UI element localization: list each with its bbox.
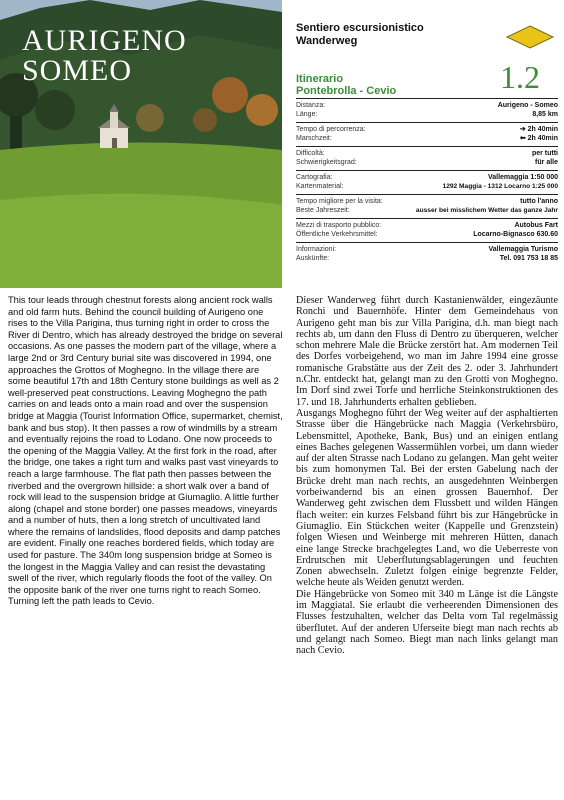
info-key: Öffentliche Verkehrsmittel: xyxy=(296,231,378,238)
german-paragraph: Ausgangs Moghegno führt der Weg weiter auf der asphaltierten Strasse über die Hängebrücke nach Maggia (Verkehrsbüro, Lebensmittel, Apotheke, Bank, Bus) und an einigen entlang eines Baches gelegenen Wassermühlen vorbei, um dann wieder auf der alten Strasse nach Lodano zu gelangen. Man geht weiter bis zum homonymen Tal. Bei der ersten Gabelung nach der Brücke dreht man nach rechts, an ausgedehnten Weinbergen vorbeiwandernd bis an einen grossen Bauernhof. Der Wanderweg geht zwischen dem Flussbett und wilden Hängen flach weiter: ein kurzes Felsband führt bis zur Hängebrücke in Giumaglio. Ein Stückchen weiter (Kappelle und Grenzstein) folgen Wiesen und Weinberge mit mehreren Hütten, danach eine lange Strecke brachgelegtes Land, wo die Ueberreste von Erdrutschen mit Ueberflutungsablagerungen und feuchten Zonen abwechseln. Zuletzt folgen einige begrenzte Felder, welche heute als Weiden genutzt werden. xyxy=(296,407,558,589)
info-value: ausser bei misslichem Wetter das ganze Jahr xyxy=(415,207,558,214)
info-value: 1292 Maggia - 1312 Locarno 1:25 000 xyxy=(442,183,558,190)
route-title xyxy=(22,26,187,86)
info-group-information xyxy=(296,242,558,266)
trail-type-it: Sentiero escursionistico xyxy=(296,22,424,34)
info-key: Mezzi di trasporto pubblico: xyxy=(296,222,382,229)
route-info-table xyxy=(296,98,558,266)
info-group-maps xyxy=(296,170,558,194)
german-paragraph: Die Hängebrücke von Someo mit 340 m Länge ist die Längste im Maggiatal. Sie erlaubt die verheerenden Dimensionen des Flusses festzuhalten, welcher das Delta vom Tal regelmässig überflutet. Auf der anderen Uferseite biegt man nach rechts ab und gelangt nach Someo. Biegt man nach links gelangt man nach Cevio. xyxy=(296,588,558,657)
info-key: Kartenmaterial: xyxy=(296,183,344,190)
info-value: Autobus Fart xyxy=(514,222,558,229)
info-key: Auskünfte: xyxy=(296,255,330,262)
info-value: ➔ 2h 40min xyxy=(519,126,558,133)
route-title-line1: AURIGENO xyxy=(22,24,187,57)
trail-type-de: Wanderweg xyxy=(296,35,358,47)
info-key: Informazioni: xyxy=(296,246,337,253)
landscape-photo xyxy=(0,0,282,288)
info-group-season xyxy=(296,194,558,218)
info-value: für alle xyxy=(535,159,558,166)
info-key: Schwierigkeitsgrad: xyxy=(296,159,357,166)
info-value: per tutti xyxy=(531,150,558,157)
itinerary xyxy=(296,73,396,97)
info-value: tutto l'anno xyxy=(520,198,558,205)
info-value: Aurigeno - Someo xyxy=(497,102,558,109)
english-description: This tour leads through chestnut forests along ancient rock walls and old farm huts. Behind the council building of Aurigeno one rises to the Villa Parigina, thus turning right in order to cross the River di Dentro, which has already destroyed the bridge on several occasions. As one passes the modern part of the village, where a large 2nd or 3rd Century burial site was discovered in 1994, one approaches the Grottos of Moghegno. In the village there are some beautiful 17th and 18th Century stone buildings as well as 2 well-preserved peat constructions. Leaving Moghegno the path carries on and leads onto a main road and over the suspension bridge at Maggia (Tourist Information Office, supermarket, chemist, bank and bus stop). It then passes a row of windmills by a stream and eventually rejoins the road to Lodano. One now proceeds to the opening of the Maggia Valley. At the first fork in the road, after the bridge, one takes a right turn and walks past vast vineyards to reach a large farmhouse. The flat path then passes between the riverbed and the overgrown hillside: a short walk over a band of rock will lead to the suspension bridge at Giumaglio. A little further along (chapel and stone border) one passes meadows, vineyards and a number of huts, then a long stretch of uncultivated land where the remains of landslides, flood deposits and damp patches are evident. Finally one reaches bordered fields, which today are used for pasture. The 340m long suspension bridge at Someo is the longest in the Maggia Valley and can resist the devastating swell of the river, which regularly floods the foot of the valley. On the opposite bank of the river one turns right to reach Someo. Turning left the path leads to Cevio. xyxy=(8,295,283,607)
german-paragraph: Dieser Wanderweg führt durch Kastanienwälder, eingezäunte Ronchi und Bauernhöfe. Hinter dem Gemeindehaus von Aurigeno geht man bis zur Villa Parigina, d.h. man biegt nach rechts ab, um dann den Fluss di Dentro zu überqueren, welcher schon mehrere Male die Brücke zerstört hat. Am modernen Teil des Dorfes vorbeigehend, wo man im Jahre 1994 eine grosse romanische Grabstätte aus der Zeit des 2. oder 3. Jahrhundert n.Chr. entdeckt hat, gelangt man zu den Grotti von Moghegno. Im Dorf sind zwei Torfe und herrliche Steinkonstruktionen des 17. und 18. Jahrhunderts erhalten geblieben. xyxy=(296,295,558,408)
info-key: Difficoltà: xyxy=(296,150,325,157)
info-group-difficulty xyxy=(296,146,558,170)
trail-marker-diamond-icon xyxy=(505,24,555,50)
info-group-transport xyxy=(296,218,558,242)
route-title-line2: SOMEO xyxy=(22,54,133,87)
german-description xyxy=(296,295,558,657)
info-key: Distanza: xyxy=(296,102,326,109)
itinerary-route: Pontebrolla - Cevio xyxy=(296,85,397,97)
info-value: Locarno-Bignasco 630.60 xyxy=(473,231,558,238)
info-key: Marschzeit: xyxy=(296,135,332,142)
route-number: 1.2 xyxy=(500,59,540,95)
info-value: Vallemaggia 1:50 000 xyxy=(487,174,558,181)
info-key: Länge: xyxy=(296,111,318,118)
info-value: Tel. 091 753 18 85 xyxy=(499,255,558,262)
info-value: 8,85 km xyxy=(532,111,558,118)
info-key: Cartografia: xyxy=(296,174,333,181)
info-key: Beste Jahreszeit: xyxy=(296,207,350,214)
info-key: Tempo migliore per la visita: xyxy=(296,198,383,205)
info-group-distance xyxy=(296,98,558,122)
info-value: Vallemaggia Turismo xyxy=(488,246,558,253)
info-key: Tempo di percorrenza: xyxy=(296,126,366,133)
info-group-time xyxy=(296,122,558,146)
itinerary-label: Itinerario xyxy=(296,73,344,85)
info-value: ⬅ 2h 40min xyxy=(519,135,558,142)
